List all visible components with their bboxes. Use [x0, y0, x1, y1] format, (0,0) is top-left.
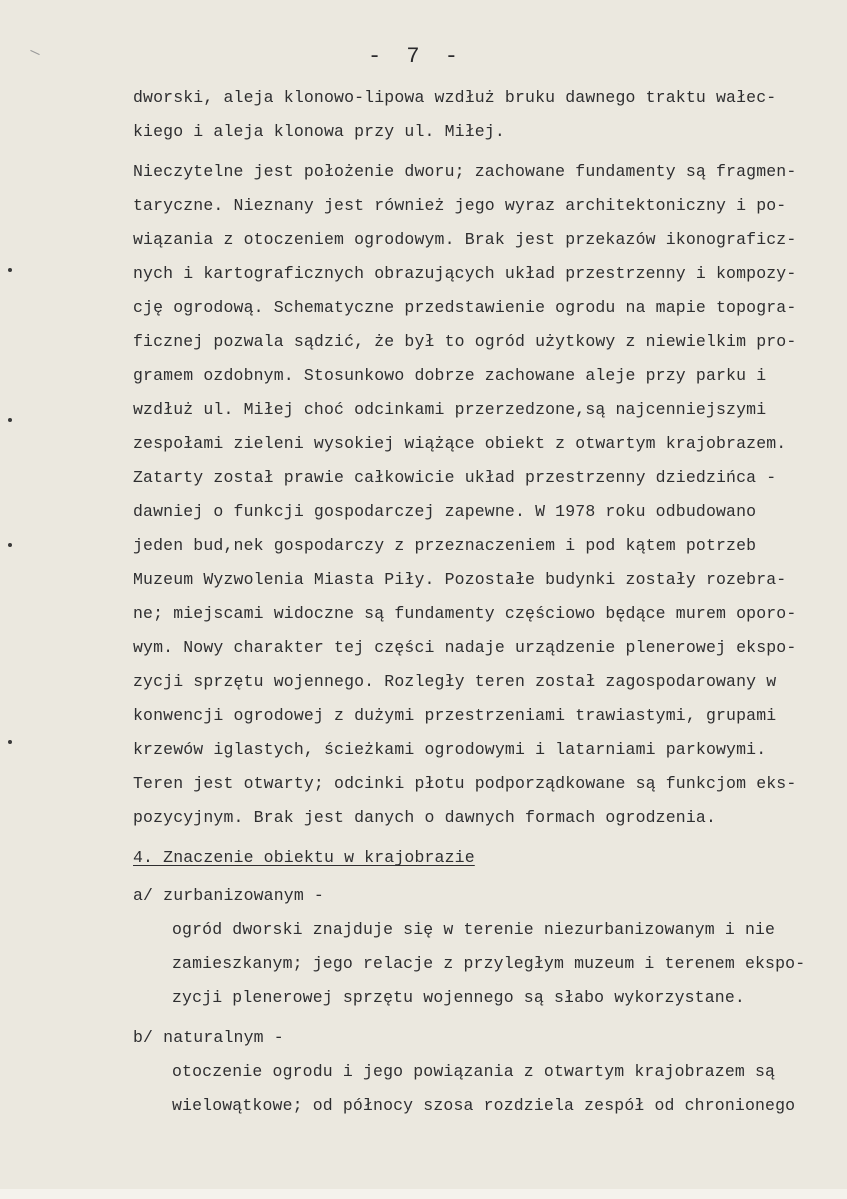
scan-mark [30, 50, 39, 55]
body-line: pozycyjnym. Brak jest danych o dawnych formach ogrodzenia. [133, 808, 716, 827]
subsection-a-label: a/ zurbanizowanym - [133, 886, 324, 905]
body-line: jeden bud,nek gospodarczy z przeznaczeniem i pod kątem potrzeb [133, 536, 757, 555]
body-line: kiego i aleja klonowa przy ul. Miłej. [133, 122, 505, 141]
punch-hole [8, 268, 12, 272]
punch-hole [8, 418, 12, 422]
body-line: wzdłuż ul. Miłej choć odcinkami przerzedzone,są najcenniejszymi [133, 400, 767, 419]
scan-edge [0, 1189, 847, 1199]
subsection-b-line: otoczenie ogrodu i jego powiązania z otwartym krajobrazem są [172, 1062, 776, 1081]
punch-hole [8, 543, 12, 547]
body-line: Zatarty został prawie całkowicie układ przestrzenny dziedzińca - [133, 468, 777, 487]
section-heading: 4. Znaczenie obiektu w krajobrazie [133, 848, 475, 867]
body-line: zycji sprzętu wojennego. Rozległy teren został zagospodarowany w [133, 672, 777, 691]
subsection-b-line: wielowątkowe; od północy szosa rozdziela zespół od chronionego [172, 1096, 796, 1115]
body-line: wiązania z otoczeniem ogrodowym. Brak jest przekazów ikonograficz- [133, 230, 797, 249]
body-line: dawniej o funkcji gospodarczej zapewne. W 1978 roku odbudowano [133, 502, 757, 521]
body-line: Teren jest otwarty; odcinki płotu podporządkowane są funkcjom eks- [133, 774, 797, 793]
body-line: wym. Nowy charakter tej części nadaje urządzenie plenerowej ekspo- [133, 638, 797, 657]
body-line: dworski, aleja klonowo-lipowa wzdłuż bruku dawnego traktu wałec- [133, 88, 777, 107]
subsection-a-line: zamieszkanym; jego relacje z przyległym muzeum i terenem ekspo- [172, 954, 806, 973]
body-line: konwencji ogrodowej z dużymi przestrzeniami trawiastymi, grupami [133, 706, 777, 725]
subsection-b-label: b/ naturalnym - [133, 1028, 284, 1047]
body-line: taryczne. Nieznany jest również jego wyraz architektoniczny i po- [133, 196, 787, 215]
body-line: cję ogrodową. Schematyczne przedstawienie ogrodu na mapie topogra- [133, 298, 797, 317]
body-line: gramem ozdobnym. Stosunkowo dobrze zachowane aleje przy parku i [133, 366, 767, 385]
subsection-a-line: ogród dworski znajduje się w terenie niezurbanizowanym i nie [172, 920, 776, 939]
body-line: Muzeum Wyzwolenia Miasta Piły. Pozostałe budynki zostały rozebra- [133, 570, 787, 589]
body-line: nych i kartograficznych obrazujących układ przestrzenny i kompozy- [133, 264, 797, 283]
body-line: zespołami zieleni wysokiej wiążące obiekt z otwartym krajobrazem. [133, 434, 787, 453]
page-number: - 7 - [368, 44, 465, 69]
body-line: krzewów iglastych, ścieżkami ogrodowymi i latarniami parkowymi. [133, 740, 767, 759]
body-line: ne; miejscami widoczne są fundamenty częściowo będące murem oporo- [133, 604, 797, 623]
body-line: Nieczytelne jest położenie dworu; zachowane fundamenty są fragmen- [133, 162, 797, 181]
subsection-a-line: zycji plenerowej sprzętu wojennego są słabo wykorzystane. [172, 988, 745, 1007]
punch-hole [8, 740, 12, 744]
body-line: ficznej pozwala sądzić, że był to ogród użytkowy z niewielkim pro- [133, 332, 797, 351]
